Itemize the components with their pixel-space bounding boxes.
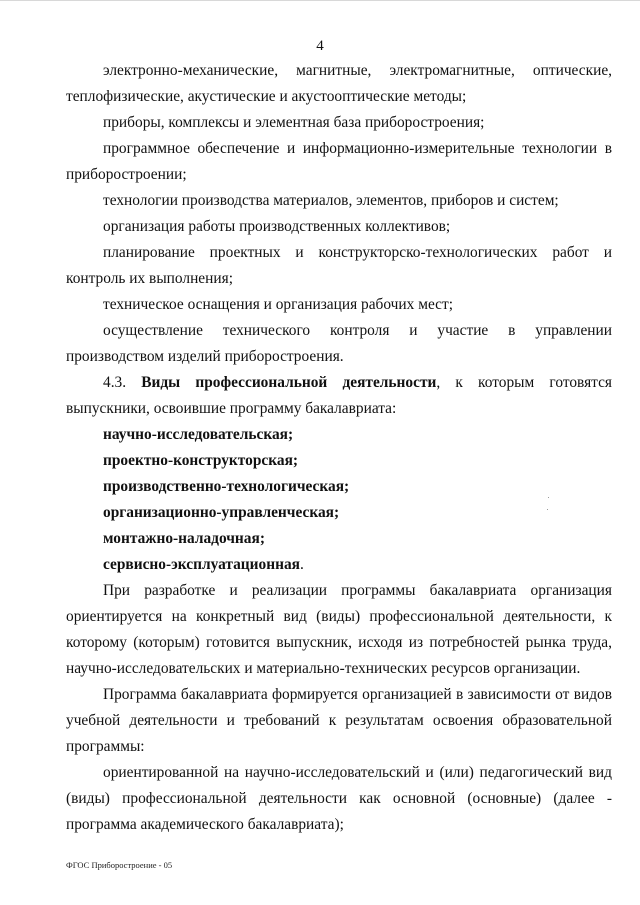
paragraph-equipment: техническое оснащения и организация рабочих мест; xyxy=(103,296,453,313)
activity-type-item: производственно-технологическая; xyxy=(103,478,350,495)
paragraph-formation: Программа бакалавриата формируется организацией в зависимости от видов учебной деятельности и требований к результатам освоения образовательной программы: xyxy=(66,686,612,755)
paragraph-methods: электронно-механические, магнитные, электромагнитные, оптические, теплофизические, акустические и акустооптические методы; xyxy=(66,62,612,105)
paragraph-planning: планирование проектных и конструкторско-технологических работ и контроль их выполнения; xyxy=(66,244,612,287)
activity-type-item-last xyxy=(66,552,612,578)
paragraph-control: осуществление технического контроля и участие в управлении производством изделий приборостроения. xyxy=(66,322,612,365)
paragraph-technologies: технологии производства материалов, элементов, приборов и систем; xyxy=(103,192,559,209)
section-number: 4.3. xyxy=(103,374,127,391)
paragraph-software: программное обеспечение и информационно-измерительные технологии в приборостроении; xyxy=(66,140,612,183)
section-4-3-heading xyxy=(66,370,612,422)
activity-type-item: организационно-управленческая; xyxy=(103,504,340,521)
paragraph-orientation: При разработке и реализации программы бакалавриата организация ориентируется на конкретный вид (виды) профессиональной деятельности, к которому (которым) готовится выпускник, исходя из потребностей рынка труда, научно-исследовательских и материально-технических ресурсов организации. xyxy=(66,582,612,677)
paragraph-academic: ориентированной на научно-исследовательский и (или) педагогический вид (виды) профессиональной деятельности как основной (основные) (далее - программа академического бакалавриата); xyxy=(66,764,612,833)
scan-edge xyxy=(0,0,640,1)
document-body xyxy=(66,58,612,838)
activity-type-last-period: . xyxy=(300,556,304,573)
activity-type-item: проектно-конструкторская; xyxy=(103,452,299,469)
page-number: 4 xyxy=(316,38,324,54)
paragraph-devices: приборы, комплексы и элементная база приборостроения; xyxy=(103,114,485,131)
activity-type-last-label: сервисно-эксплуатационная xyxy=(103,556,300,573)
footer-label: ФГОС Приборостроение - 05 xyxy=(66,860,173,870)
activity-type-item: научно-исследовательская; xyxy=(103,426,294,443)
section-bold-phrase: Виды профессиональной деятельности xyxy=(141,374,437,391)
paragraph-organization: организация работы производственных коллективов; xyxy=(103,218,451,235)
activity-type-item: монтажно-наладочная; xyxy=(103,530,265,547)
section-rest-text: , к которым готовятся выпускники, освоившие программу бакалавриата: xyxy=(66,374,612,417)
